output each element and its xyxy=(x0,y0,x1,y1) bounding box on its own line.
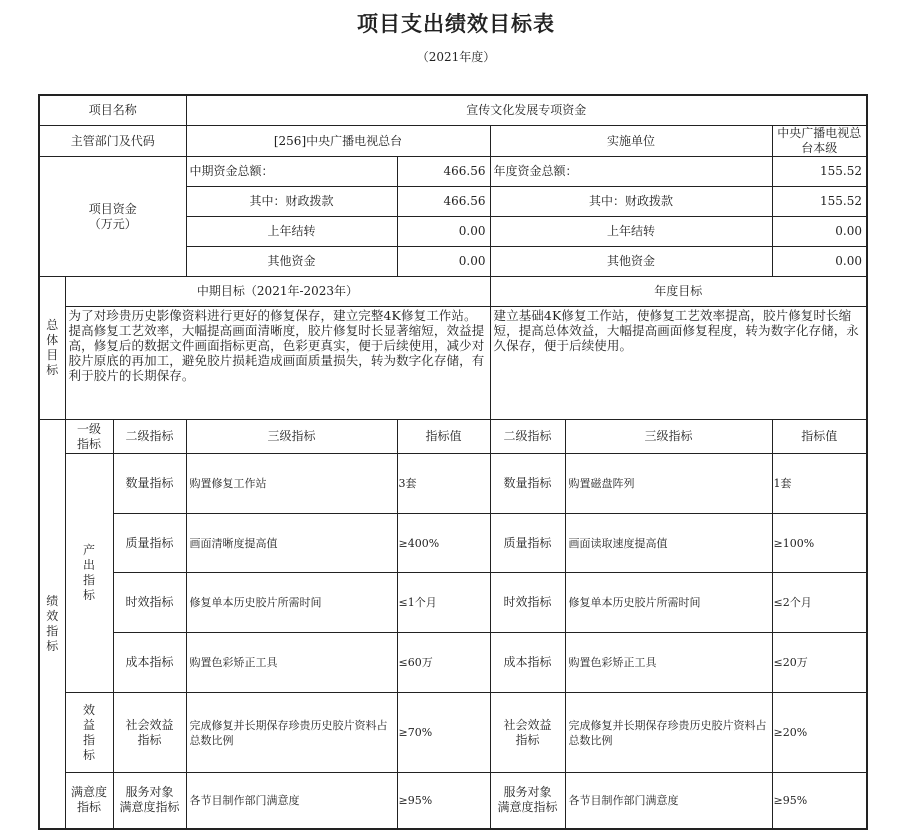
mid-fiscal-funds-label: 其中：财政拨款 xyxy=(186,187,397,217)
year-value-header: 指标值 xyxy=(772,420,867,454)
year-value-cell: ≥20% xyxy=(772,693,867,773)
funds-label-line2: （万元） xyxy=(88,216,137,231)
year-value-cell: ≤2个月 xyxy=(772,573,867,633)
mid-total-funds-label: 中期资金总额： xyxy=(186,157,397,187)
year-value-cell: 1套 xyxy=(772,454,867,514)
mid-level3-header: 三级指标 xyxy=(186,420,397,454)
mid-value-cell: ≥95% xyxy=(397,773,490,829)
project-name-row xyxy=(39,95,867,126)
year-total-funds-value: 155.52 xyxy=(772,157,867,187)
year-fiscal-funds-value: 155.52 xyxy=(772,187,867,217)
performance-goals-table xyxy=(38,94,868,830)
year-level3-cell: 完成修复并长期保存珍贵历史胶片资料占总数比例 xyxy=(565,693,772,773)
year-carryover-label: 上年结转 xyxy=(490,217,772,247)
project-name-label: 项目名称 xyxy=(39,95,186,126)
year-value-cell: ≥100% xyxy=(772,514,867,573)
indicator-row xyxy=(39,573,867,633)
year-level3-cell: 画面读取速度提高值 xyxy=(565,514,772,573)
department-label: 主管部门及代码 xyxy=(39,126,186,157)
mid-level2-header: 二级指标 xyxy=(113,420,186,454)
mid-other-funds-value: 0.00 xyxy=(397,247,490,277)
year-level2-cell: 数量指标 xyxy=(490,454,565,514)
mid-value-cell: ≤1个月 xyxy=(397,573,490,633)
year-level3-header: 三级指标 xyxy=(565,420,772,454)
mid-level3-cell: 购置色彩矫正工具 xyxy=(186,633,397,693)
project-name-value: 宣传文化发展专项资金 xyxy=(186,95,867,126)
indicator-row xyxy=(39,693,867,773)
year-goal-text: 建立基础4K修复工作站，使修复工艺效率提高，胶片修复时长缩短，提高总体效益，大幅提高画面修复程度，转为数字化存储，永久保存，便于后续使用。 xyxy=(490,307,867,420)
year-level2-cell: 服务对象 满意度指标 xyxy=(490,773,565,829)
department-value: [256]中央广播电视总台 xyxy=(186,126,490,157)
mid-goal-text: 为了对珍贵历史影像资料进行更好的修复保存，建立完整4K修复工作站。提高修复工艺效率，大幅提高画面清晰度，胶片修复时长显著缩短，效益提高，修复后的数据文件画面指标更高，色彩更真实，便于后续使用，减少对胶片原底的再加工，避免胶片损耗造成画面质量损失，转为数字化存储，有利于胶片的长期保存。 xyxy=(65,307,490,420)
indicator-row xyxy=(39,773,867,829)
mid-other-funds-label: 其他资金 xyxy=(186,247,397,277)
year-carryover-value: 0.00 xyxy=(772,217,867,247)
funds-label-line1: 项目资金 xyxy=(88,201,137,216)
year-level3-cell: 购置色彩矫正工具 xyxy=(565,633,772,693)
benefit-indicators-label: 效益指标 xyxy=(65,693,113,773)
mid-level2-cell: 时效指标 xyxy=(113,573,186,633)
department-row xyxy=(39,126,867,157)
mid-carryover-label: 上年结转 xyxy=(186,217,397,247)
satisfaction-indicators-label: 满意度 指标 xyxy=(65,773,113,829)
year-fiscal-funds-label: 其中：财政拨款 xyxy=(490,187,772,217)
mid-fiscal-funds-value: 466.56 xyxy=(397,187,490,217)
funds-row xyxy=(39,157,867,187)
year-level3-cell: 各节目制作部门满意度 xyxy=(565,773,772,829)
funds-label xyxy=(39,157,186,277)
year-level2-cell: 时效指标 xyxy=(490,573,565,633)
mid-level3-cell: 购置修复工作站 xyxy=(186,454,397,514)
year-goal-header: 年度目标 xyxy=(490,277,867,307)
mid-level3-cell: 各节目制作部门满意度 xyxy=(186,773,397,829)
mid-level3-cell: 修复单本历史胶片所需时间 xyxy=(186,573,397,633)
mid-level2-cell: 成本指标 xyxy=(113,633,186,693)
year-other-funds-label: 其他资金 xyxy=(490,247,772,277)
mid-level3-cell: 画面清晰度提高值 xyxy=(186,514,397,573)
year-level3-cell: 修复单本历史胶片所需时间 xyxy=(565,573,772,633)
mid-value-cell: ≤60万 xyxy=(397,633,490,693)
mid-value-cell: 3套 xyxy=(397,454,490,514)
year-level3-cell: 购置磁盘阵列 xyxy=(565,454,772,514)
mid-value-cell: ≥70% xyxy=(397,693,490,773)
page-title: 项目支出绩效目标表 xyxy=(357,12,555,36)
indicator-row xyxy=(39,514,867,573)
year-level2-cell: 质量指标 xyxy=(490,514,565,573)
mid-value-header: 指标值 xyxy=(397,420,490,454)
year-level2-cell: 成本指标 xyxy=(490,633,565,693)
mid-level2-cell: 数量指标 xyxy=(113,454,186,514)
mid-level3-cell: 完成修复并长期保存珍贵历史胶片资料占总数比例 xyxy=(186,693,397,773)
mid-level2-cell: 质量指标 xyxy=(113,514,186,573)
mid-level2-cell: 服务对象 满意度指标 xyxy=(113,773,186,829)
year-level2-cell: 社会效益 指标 xyxy=(490,693,565,773)
goals-text-row xyxy=(39,307,867,420)
level1-header: 一级指标 xyxy=(65,420,113,454)
year-level2-header: 二级指标 xyxy=(490,420,565,454)
performance-indicators-label: 绩效指标 xyxy=(39,420,65,829)
implementing-unit-value: 中央广播电视总台本级 xyxy=(772,126,867,157)
indicator-row xyxy=(39,454,867,514)
goals-header-row xyxy=(39,277,867,307)
mid-value-cell: ≥400% xyxy=(397,514,490,573)
mid-total-funds-value: 466.56 xyxy=(397,157,490,187)
implementing-unit-label: 实施单位 xyxy=(490,126,772,157)
year-other-funds-value: 0.00 xyxy=(772,247,867,277)
fiscal-year: （2021年度） xyxy=(416,50,496,64)
indicator-row xyxy=(39,633,867,693)
year-value-cell: ≥95% xyxy=(772,773,867,829)
output-indicators-label: 产出指标 xyxy=(65,454,113,693)
mid-level2-cell: 社会效益 指标 xyxy=(113,693,186,773)
overall-goals-label: 总体目标 xyxy=(39,277,65,420)
mid-goal-header: 中期目标（2021年-2023年） xyxy=(65,277,490,307)
year-value-cell: ≤20万 xyxy=(772,633,867,693)
mid-carryover-value: 0.00 xyxy=(397,217,490,247)
indicators-header-row xyxy=(39,420,867,454)
year-total-funds-label: 年度资金总额： xyxy=(490,157,772,187)
